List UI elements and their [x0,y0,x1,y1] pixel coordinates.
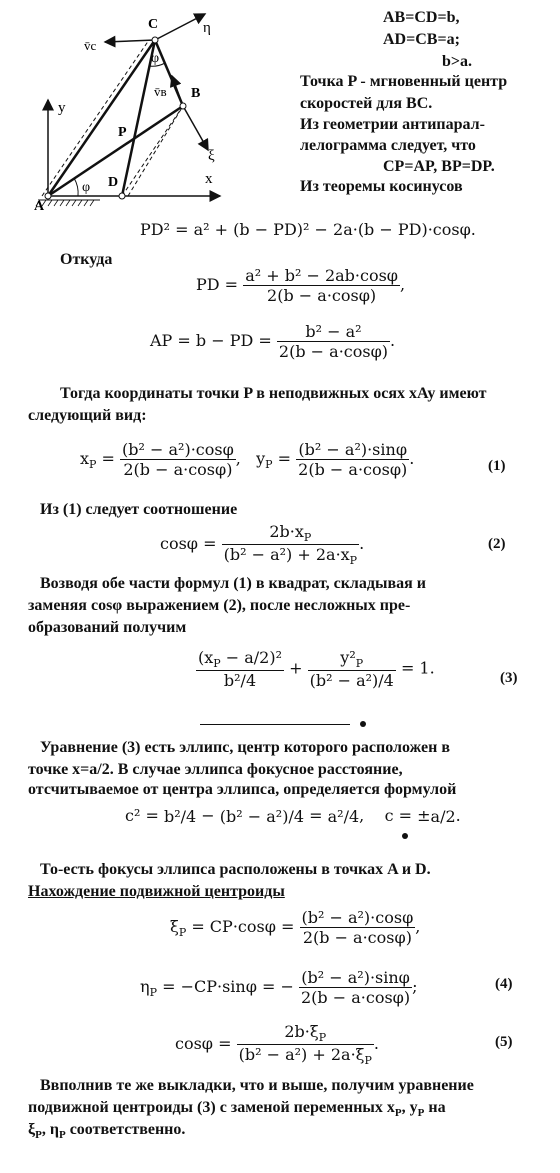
given-3: b>a. [442,53,473,70]
eq3-underline [200,724,350,725]
label-C: C [148,17,159,32]
equation-4-eta: $\eta_P = -CP\cdot\sin\varphi$ = − $\frac{\text{(b² − a²)·sinφ}}{2(b - a\cdot\cos\varphi)}$ ; [140,968,418,1007]
equation-focus: c² = b²/4 − (b² − a²)/4 = a²/4, c = ±a/2. [125,806,461,826]
label-eta: η [203,20,211,36]
equation-pd: PD = $\frac{\text{a² + b² − 2ab·cosφ}}{2(b - a\cdot\cos\varphi)}$ , [196,266,406,305]
para-6-line-1: Ввполнив те же выкладки, что и выше, получим уравнение [40,1077,474,1094]
label-phi-A: φ [82,180,91,195]
para-5-line-2: Нахождение подвижной центроиды [28,883,285,900]
equation-cosine-law: PD² = a² + (b − PD)² − 2a·(b − PD)·cosφ. [140,220,476,239]
given-1: AB=CD=b, [383,9,460,26]
label-x: x [205,171,213,187]
equation-ap: AP = b − PD = $\frac{\text{b² − a²}}{2(b - a\cdot\cos\varphi)}$ . [150,322,396,361]
para-6-line-3: $\xi_P$, $\eta_P$ соответственно. [28,1121,186,1142]
equation-2: cosφ = $\frac{2b\cdot x_P}{(b^2 - a^2) + 2a\cdot x_P}$ . [160,522,365,568]
label-P: P [118,125,127,140]
label-vb: v̄в [154,84,167,99]
eq3-dot [360,721,366,727]
equation-5: cosφ = $\frac{2b\cdot\xi_P}{(b^2 - a^2) + 2a\cdot\xi_P}$ . [175,1022,379,1068]
equation-3: $\frac{(x_P - a/2)^2}{\text{b²/4}}$ + $\frac{y^2_P}{\text{(b² − a²)/4}}$ = 1. [198,648,435,691]
label-B: B [191,86,201,101]
intro-line-6: Из теоремы косинусов [300,178,463,195]
focus-dot [402,833,408,839]
intro-line-2: скоростей для BC. [300,95,433,112]
para-2: Из (1) следует соотношение [40,501,238,518]
label-phi-C: φ [151,51,160,66]
para-5-line-1: То-есть фокусы эллипса расположены в точках A и D. [40,861,431,878]
para-6-line-2: подвижной центроиды (3) с заменой переменных $x_P$, $y_P$ на [28,1099,446,1120]
para-3-line-1: Возводя обе части формул (1) в квадрат, складывая и [40,575,427,592]
label-y: y [58,100,66,116]
mechanism-figure [0,0,300,220]
tag-2: (2) [488,536,506,552]
para-4-line-1: Уравнение (3) есть эллипс, центр которого расположен в [40,739,450,756]
equation-1: $x_P$ = $\frac{\text{(b² − a²)·cosφ}}{2(b - a\cdot\cos\varphi)}$ , $y_P$ = $\frac{\text{(b² − a²)·sinφ}}{2(b - a\cdot\cos\varphi)}$ . [80,440,415,479]
intro-line-5: CP=AP, BP=DP. [383,158,495,175]
xi-axis [183,106,208,150]
otkuda-label: Откуда [60,251,113,268]
label-xi: ξ [208,148,215,164]
tag-5: (5) [495,1034,513,1050]
para-1-line-1: Тогда координаты точки P в неподвижных осях xAy имеют [60,385,487,402]
para-4-line-3: отсчитываемое от центра эллипса, определяется формулой [28,781,457,798]
label-vc: v̄c [84,38,97,53]
para-3-line-3: образований получим [28,619,187,636]
tag-3: (3) [500,670,518,686]
intro-line-4: лелограмма следует, что [300,137,476,154]
equation-4-xi: $\xi_P = CP\cdot\cos\varphi$ = $\frac{\text{(b² − a²)·cosφ}}{2(b - a\cdot\cos\varphi)}$ , [170,908,421,947]
eta-axis [155,14,205,40]
tag-4: (4) [495,976,513,992]
label-A: A [34,199,45,214]
velocity-b [172,76,183,106]
label-D: D [108,175,119,190]
para-1-line-2: следующий вид: [28,407,147,424]
intro-line-3: Из геометрии антипарал- [300,116,485,133]
tag-1: (1) [488,458,506,474]
given-2: AD=CB=a; [383,31,460,48]
velocity-c [105,40,155,42]
intro-line-1: Точка P - мгновенный центр [300,73,508,90]
para-4-line-2: точке x=a/2. В случае эллипса фокусное расстояние, [28,761,403,778]
para-3-line-2: заменяя cosφ выражением (2), после несложных пре- [28,597,411,614]
